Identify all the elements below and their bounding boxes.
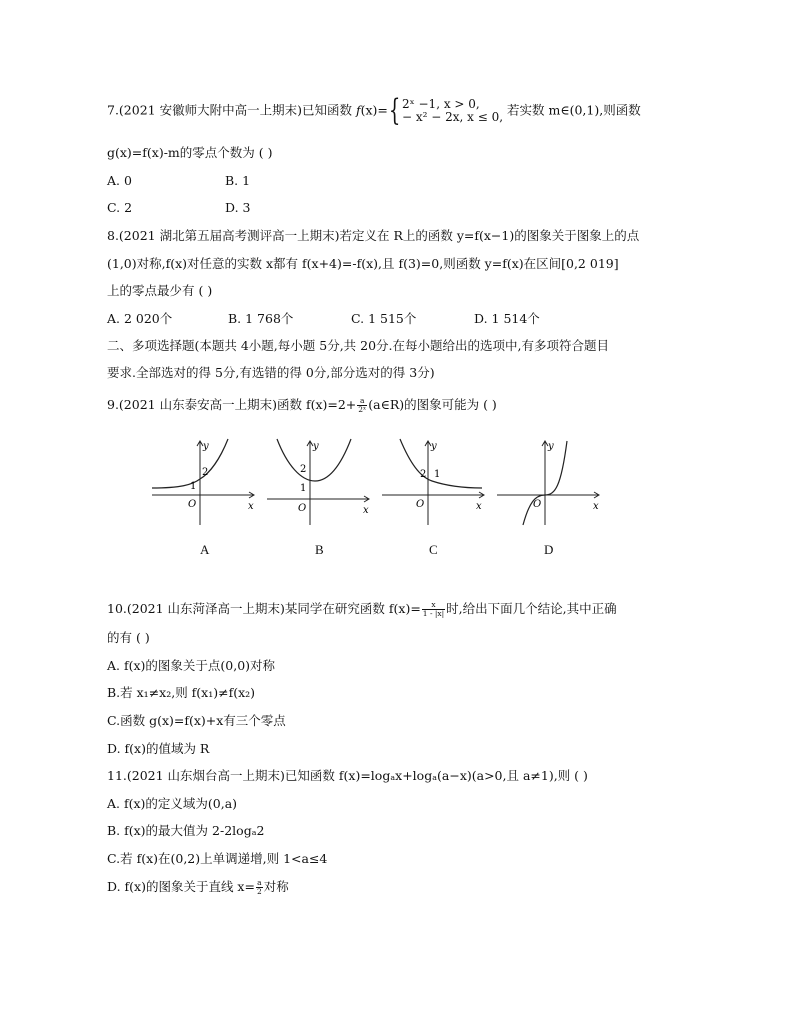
q10-head: 10.(2021 山东菏泽高一上期末)某同学在研究函数 f(x)= [107, 601, 421, 616]
graph-c-tick-1: 1 [434, 469, 441, 480]
q9-line1 [107, 397, 497, 414]
graph-a-y-label: y [203, 441, 209, 452]
q10-option-b: B.若 x₁≠x₂,则 f(x₁)≠f(x₂) [107, 685, 256, 700]
q11-d-head: D. f(x)的图象关于直线 x= [107, 879, 255, 894]
q11-d-frac-denominator: 2 [256, 887, 262, 896]
q8-line2: (1,0)对称,f(x)对任意的实数 x都有 f(x+4)=-f(x),且 f(3)=0,则函数 y=f(x)在区间[0,2 019] [107, 256, 619, 271]
q7-option-a: A. 0 [107, 173, 132, 188]
q10-option-c: C.函数 g(x)=f(x)+x有三个零点 [107, 713, 286, 728]
q7-option-c: C. 2 [107, 200, 133, 215]
graph-b-label: B [315, 542, 324, 557]
graph-a [150, 437, 260, 527]
q10-option-a: A. f(x)的图象关于点(0,0)对称 [107, 658, 276, 673]
graph-a-label: A [200, 542, 210, 557]
q8-line3: 上的零点最少有 ( ) [107, 283, 213, 298]
q9-tail: (a∈R)的图象可能为 ( ) [368, 397, 497, 412]
q7-piece2: − x² − 2x, x ≤ 0, [401, 110, 504, 124]
section2-line2: 要求.全部选对的得 5分,有选错的得 0分,部分选对的得 3分) [107, 365, 435, 380]
q9-frac-numerator: a [357, 397, 367, 406]
q11-option-d [107, 879, 289, 896]
q11-d-frac-numerator: a [257, 878, 262, 887]
q9-head: 9.(2021 山东泰安高一上期末)函数 f(x)=2 [107, 397, 346, 412]
q10-frac-denominator: 1 - |x| [422, 609, 445, 618]
q9-plus: + [345, 397, 357, 412]
graph-a-x-label: x [248, 501, 254, 512]
q11-option-c: C.若 f(x)在(0,2)上单调递增,则 1<a≤4 [107, 851, 328, 866]
q10-option-d: D. f(x)的值域为 R [107, 741, 210, 756]
q7-option-b: B. 1 [225, 173, 251, 188]
graph-c-tick-2: 2 [420, 469, 427, 480]
graph-a-tick-2: 2 [202, 467, 209, 478]
q7-tail: 若实数 m∈(0,1),则函数 [503, 102, 641, 118]
graph-d-x-label: x [593, 501, 599, 512]
q10-frac-numerator: x [422, 601, 445, 610]
graph-d-label: D [544, 542, 554, 557]
q8-option-a: A. 2 020个 [107, 311, 173, 326]
graph-a-tick-1: 1 [190, 481, 197, 492]
q8-option-c: C. 1 515个 [351, 311, 417, 326]
graph-c [380, 437, 490, 527]
q9-fraction [357, 397, 367, 414]
graph-b [265, 437, 375, 527]
graph-b-x-label: x [363, 505, 369, 516]
q7-line1 [107, 93, 641, 128]
q10-fraction [422, 601, 445, 618]
q7-piecewise [402, 98, 503, 124]
q7-line2: g(x)=f(x)-m的零点个数为 ( ) [107, 145, 273, 160]
q7-head: 7.(2021 安徽师大附中高一上期末)已知函数 [107, 102, 356, 118]
q7-f: f [355, 102, 361, 118]
graph-d-y-label: y [548, 441, 554, 452]
q7-x: (x)= [360, 102, 388, 118]
graph-d [495, 437, 605, 527]
q8-option-d: D. 1 514个 [474, 311, 540, 326]
q7-brace: { [388, 93, 401, 128]
graph-b-y-label: y [313, 441, 319, 452]
q11-d-fraction [256, 879, 263, 896]
graph-b-origin: O [298, 503, 307, 514]
q10-line1 [107, 601, 617, 618]
q10-line2: 的有 ( ) [107, 630, 150, 645]
q11-line1: 11.(2021 山东烟台高一上期末)已知函数 f(x)=logₐx+logₐ(a−x)(a>0,且 a≠1),则 ( ) [107, 768, 588, 783]
graph-a-origin: O [188, 499, 197, 510]
q8-line1: 8.(2021 湖北第五届高考测评高一上期末)若定义在 R上的函数 y=f(x−1)的图象关于图象上的点 [107, 228, 640, 243]
graph-c-x-label: x [476, 501, 482, 512]
graph-b-tick-1: 1 [300, 483, 307, 494]
graph-c-y-label: y [431, 441, 437, 452]
q11-d-tail: 对称 [263, 879, 289, 894]
graph-b-tick-2: 2 [300, 464, 307, 475]
q7-piece1: 2ˣ −1, x > 0, [401, 97, 480, 111]
q7-option-d: D. 3 [225, 200, 251, 215]
q11-option-a: A. f(x)的定义域为(0,a) [107, 796, 238, 811]
graph-c-origin: O [416, 499, 425, 510]
q10-tail: 时,给出下面几个结论,其中正确 [446, 601, 617, 616]
q9-frac-denominator: 2ˣ [358, 405, 367, 414]
graph-c-label: C [429, 542, 438, 557]
graph-d-origin: O [533, 499, 542, 510]
q11-option-b: B. f(x)的最大值为 2-2logₐ2 [107, 823, 265, 838]
section2-line1: 二、多项选择题(本题共 4小题,每小题 5分,共 20分.在每小题给出的选项中,有多项符合题目 [107, 338, 610, 353]
q8-option-b: B. 1 768个 [228, 311, 294, 326]
